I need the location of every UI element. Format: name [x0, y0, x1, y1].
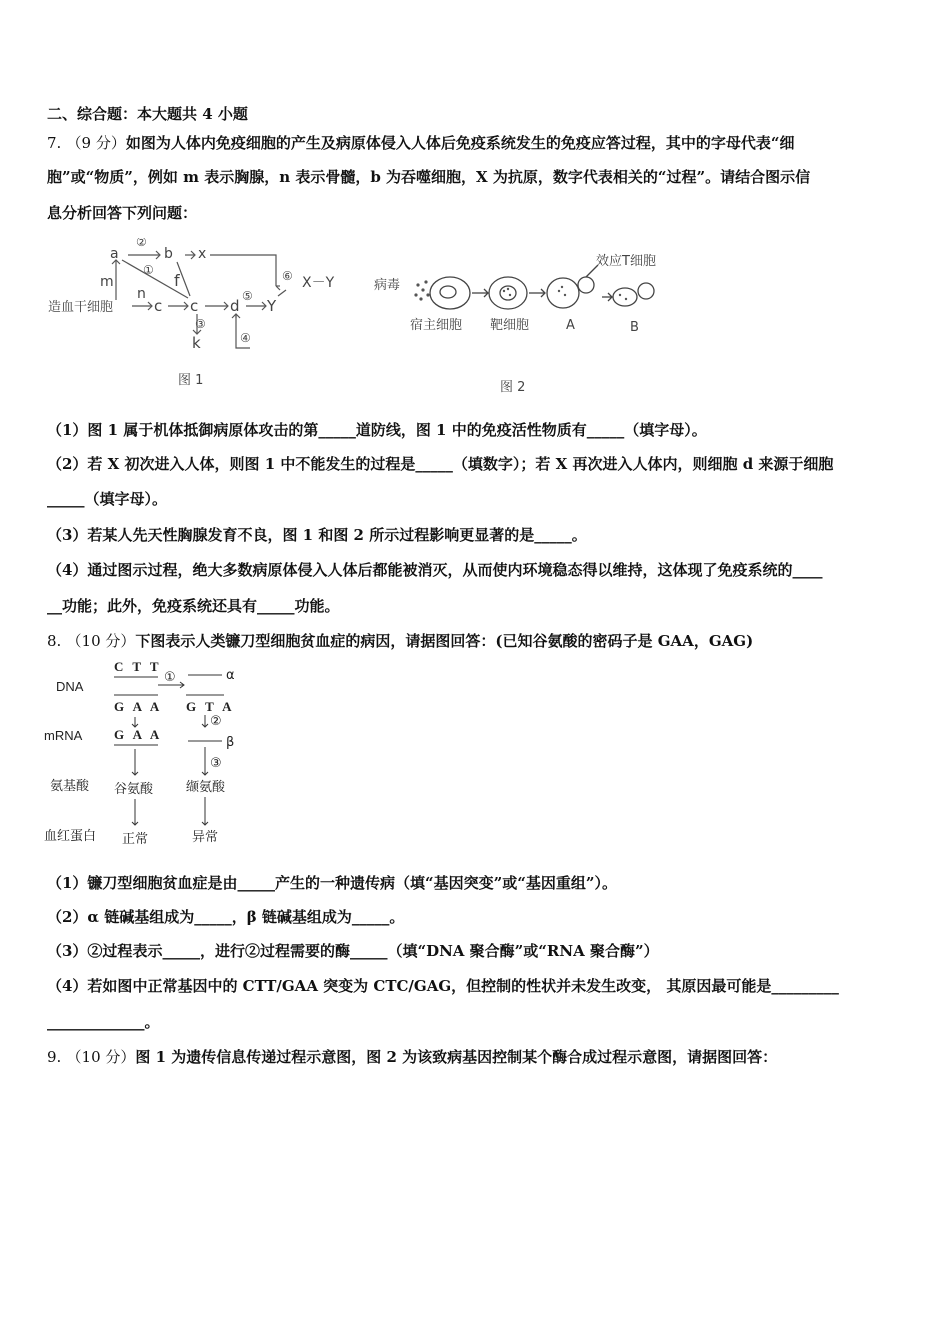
fig-base-gaa-mrna: G A A: [114, 727, 163, 742]
q7-sub2-line2: _____（填字母）。: [47, 490, 168, 508]
fig1-step-3: ③: [195, 317, 206, 331]
q7-number: 7.: [47, 134, 62, 152]
q8-score: （10 分）: [66, 632, 136, 650]
q9-score: （10 分）: [66, 1048, 136, 1066]
q7-sub4-line1: （4）通过图示过程，绝大多数病原体侵入人体后都能被消灭，从而使内环境稳态得以维持，这体现了免疫系统的____: [47, 561, 823, 579]
q7-score: （9 分）: [66, 134, 126, 152]
fig1-label-m: m: [100, 274, 114, 290]
q8-sub4-line2: _____________。: [47, 1013, 160, 1031]
fig-normal: 正常: [122, 832, 149, 847]
fig1-step-2: ②: [136, 238, 147, 249]
fig-beta: β: [226, 735, 235, 750]
q8-sub2: （2）α 链碱基组成为_____，β 链碱基组成为_____。: [47, 908, 405, 926]
q8-sub4-line1: （4）若如图中正常基因中的 CTT/GAA 突变为 CTC/GAG，但控制的性状并未发生改变， 其原因最可能是_________: [47, 977, 839, 995]
q8-stem-text: 下图表示人类镰刀型细胞贫血症的病因，请据图回答：(已知谷氨酸的密码子是 GAA，GAG): [135, 632, 754, 650]
fig2-cell-A: [547, 278, 579, 308]
fig1-label-c2: c: [190, 297, 199, 315]
q7-sub2-line1: （2）若 X 初次进入人体，则图 1 中不能发生的过程是_____（填数字）；若 X 再次进入人体内，则细胞 d 来源于细胞: [47, 455, 834, 473]
fig-row-aa: 氨基酸: [50, 778, 90, 793]
fig1-label-f: f: [174, 271, 180, 290]
fig-glu: 谷氨酸: [114, 782, 154, 797]
fig-row-hb: 血红蛋白: [44, 828, 97, 843]
fig-step-2: ②: [210, 714, 222, 729]
fig1-label-x: x: [198, 246, 207, 262]
fig2-effector-t-cell: [578, 277, 594, 293]
q8-figure: [40, 655, 290, 855]
q7-sub4-line2: __功能；此外，免疫系统还具有_____功能。: [47, 597, 340, 615]
fig2-virus-label: 病毒: [374, 278, 401, 293]
q9-stem-text: 图 1 为遗传信息传递过程示意图，图 2 为该致病基因控制某个酶合成过程示意图，请据图回答：: [135, 1048, 778, 1066]
q8-number: 8.: [47, 632, 62, 650]
fig-row-mrna: mRNA: [44, 728, 83, 743]
q7-stem-line2: 胞”或“物质”，例如 m 表示胸腺，n 表示骨髓，b 为吞噬细胞，X 为抗原，数字代表相关的“过程”。请结合图示信: [47, 168, 811, 186]
q8-stem: [47, 631, 907, 651]
fig2-effector-label: 效应T细胞: [596, 254, 656, 269]
fig-alpha: α: [226, 668, 235, 683]
q7-stem-line1: [47, 133, 907, 153]
fig-abnormal: 异常: [192, 830, 219, 845]
fig1-label-c1: c: [154, 297, 163, 315]
fig1-step-4: ④: [240, 331, 251, 345]
fig2-target-label: 靶细胞: [490, 318, 530, 333]
q9-stem: [47, 1047, 907, 1067]
fig1-label-xy: X－Y: [302, 275, 335, 291]
fig2-host-cell: [430, 277, 470, 309]
q7-sub1: （1）图 1 属于机体抵御病原体攻击的第_____道防线，图 1 中的免疫活性物质有_____（填字母）。: [47, 421, 707, 439]
fig-val: 缬氨酸: [186, 780, 226, 795]
fig1-label-a: a: [110, 246, 119, 262]
fig2-target-cell: [489, 277, 527, 309]
fig1-step-5: ⑤: [242, 289, 253, 303]
fig-base-ctt: C T T: [114, 659, 162, 674]
q8-sub3: （3）②过程表示_____，进行②过程需要的酶_____（填“DNA 聚合酶”或“RNA 聚合酶”）: [47, 942, 659, 960]
q7-figure-2: [370, 245, 670, 395]
fig-step-3: ③: [210, 756, 222, 771]
fig1-source-label: 造血干细胞: [48, 300, 114, 315]
fig-base-gta: G T A: [186, 699, 235, 714]
fig1-label-k: k: [192, 334, 201, 352]
q7-stem-text1: 如图为人体内免疫细胞的产生及病原体侵入人体后免疫系统发生的免疫应答过程，其中的字母代表“细: [125, 134, 795, 152]
q7-figure-1: [40, 238, 350, 398]
fig1-label-Y: Y: [267, 297, 277, 315]
fig-base-gaa-dna: G A A: [114, 699, 163, 714]
fig1-step-6: ⑥: [282, 269, 293, 283]
fig2-label-B: B: [630, 320, 639, 335]
fig2-cell-B: [613, 288, 637, 306]
q7-sub3: （3）若某人先天性胸腺发育不良，图 1 和图 2 所示过程影响更显著的是_____。: [47, 526, 587, 544]
fig-step-1: ①: [164, 670, 176, 685]
fig1-label-n: n: [137, 286, 146, 302]
fig2-host-label: 宿主细胞: [410, 318, 463, 333]
fig1-label-b: b: [164, 246, 173, 262]
q8-sub1: （1）镰刀型细胞贫血症是由_____产生的一种遗传病（填“基因突变”或“基因重组”）。: [47, 874, 617, 892]
section-title: 二、综合题：本大题共 4 小题: [47, 105, 248, 123]
fig-row-dna: DNA: [56, 679, 84, 694]
fig2-virus-dots: [414, 280, 429, 300]
fig1-label-d: d: [230, 297, 240, 315]
fig2-caption: 图 2: [500, 380, 526, 395]
fig1-caption: 图 1: [178, 373, 204, 388]
q9-number: 9.: [47, 1048, 62, 1066]
fig2-label-A: A: [566, 318, 575, 333]
fig1-step-1: ①: [143, 263, 154, 277]
q7-stem-line3: 息分析回答下列问题：: [47, 204, 198, 222]
